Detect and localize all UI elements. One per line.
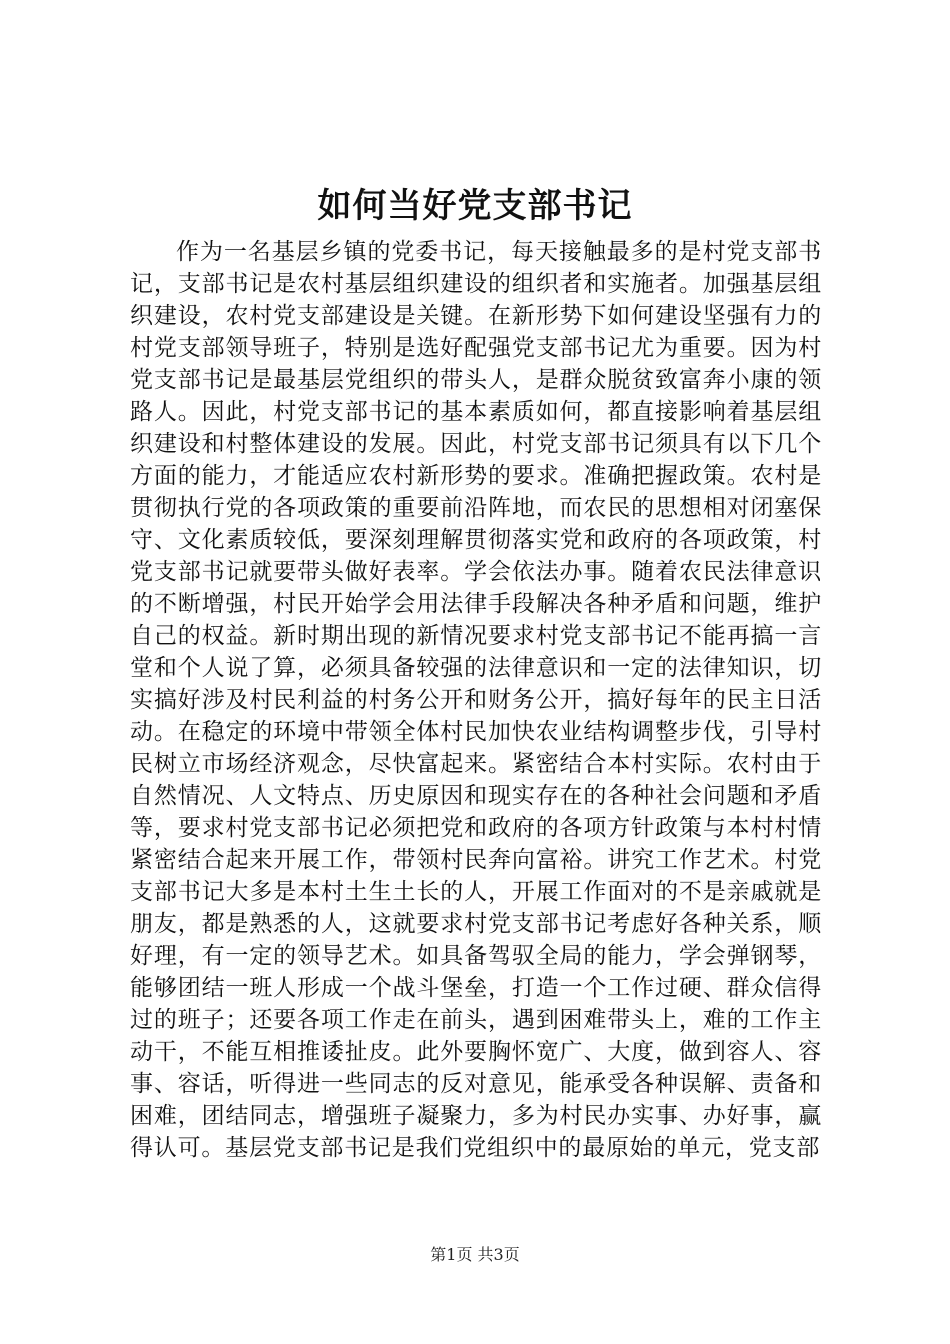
page-footer: 第1页 共3页 xyxy=(430,1245,520,1264)
document-title: 如何当好党支部书记 xyxy=(317,186,633,226)
document-body-paragraph: 作为一名基层乡镇的党委书记，每天接触最多的是村党支部书记，支部书记是农村基层组织建设的组织者和实施者。加强基层组织建设，农村党支部建设是关键。在新形势下如何建设坚强有力的村党支部领导班子，特别是选好配强党支部书记尤为重要。因为村党支部书记是最基层党组织的带头人，是群众脱贫致富奔小康的领路人。因此，村党支部书记的基本素质如何，都直接影响着基层组织建设和村整体建设的发展。因此，村党支部书记须具有以下几个方面的能力，才能适应农村新形势的要求。准确把握政策。农村是贯彻执行党的各项政策的重要前沿阵地，而农民的思想相对闭塞保守、文化素质较低，要深刻理解贯彻落实党和政府的各项政策，村党支部书记就要带头做好表率。学会依法办事。随着农民法律意识的不断增强，村民开始学会用法律手段解决各种矛盾和问题，维护自己的权益。新时期出现的新情况要求村党支部书记不能再搞一言堂和个人说了算，必须具备较强的法律意识和一定的法律知识，切实搞好涉及村民利益的村务公开和财务公开，搞好每年的民主日活动。在稳定的环境中带领全体村民加快农业结构调整步伐，引导村民树立市场经济观念，尽快富起来。紧密结合本村实际。农村由于自然情况、人文特点、历史原因和现实存在的各种社会问题和矛盾等，要求村党支部书记必须把党和政府的各项方针政策与本村村情紧密结合起来开展工作，带领村民奔向富裕。讲究工作艺术。村党支部书记大多是本村土生土长的人，开展工作面对的不是亲戚就是朋友，都是熟悉的人，这就要求村党支部书记考虑好各种关系，顺好理，有一定的领导艺术。如具备驾驭全局的能力，学会弹钢琴，能够团结一班人形成一个战斗堡垒，打造一个工作过硬、群众信得过的班子；还要各项工作走在前头，遇到困难带头上，难的工作主动干，不能互相推诿扯皮。此外要胸怀宽广、大度，做到容人、容事、容话，听得进一些同志的反对意见，能承受各种误解、责备和困难，团结同志，增强班子凝聚力，多为村民办实事、办好事，赢得认可。基层党支部书记是我们党组织中的最原始的单元，党支部 xyxy=(130,239,822,1161)
